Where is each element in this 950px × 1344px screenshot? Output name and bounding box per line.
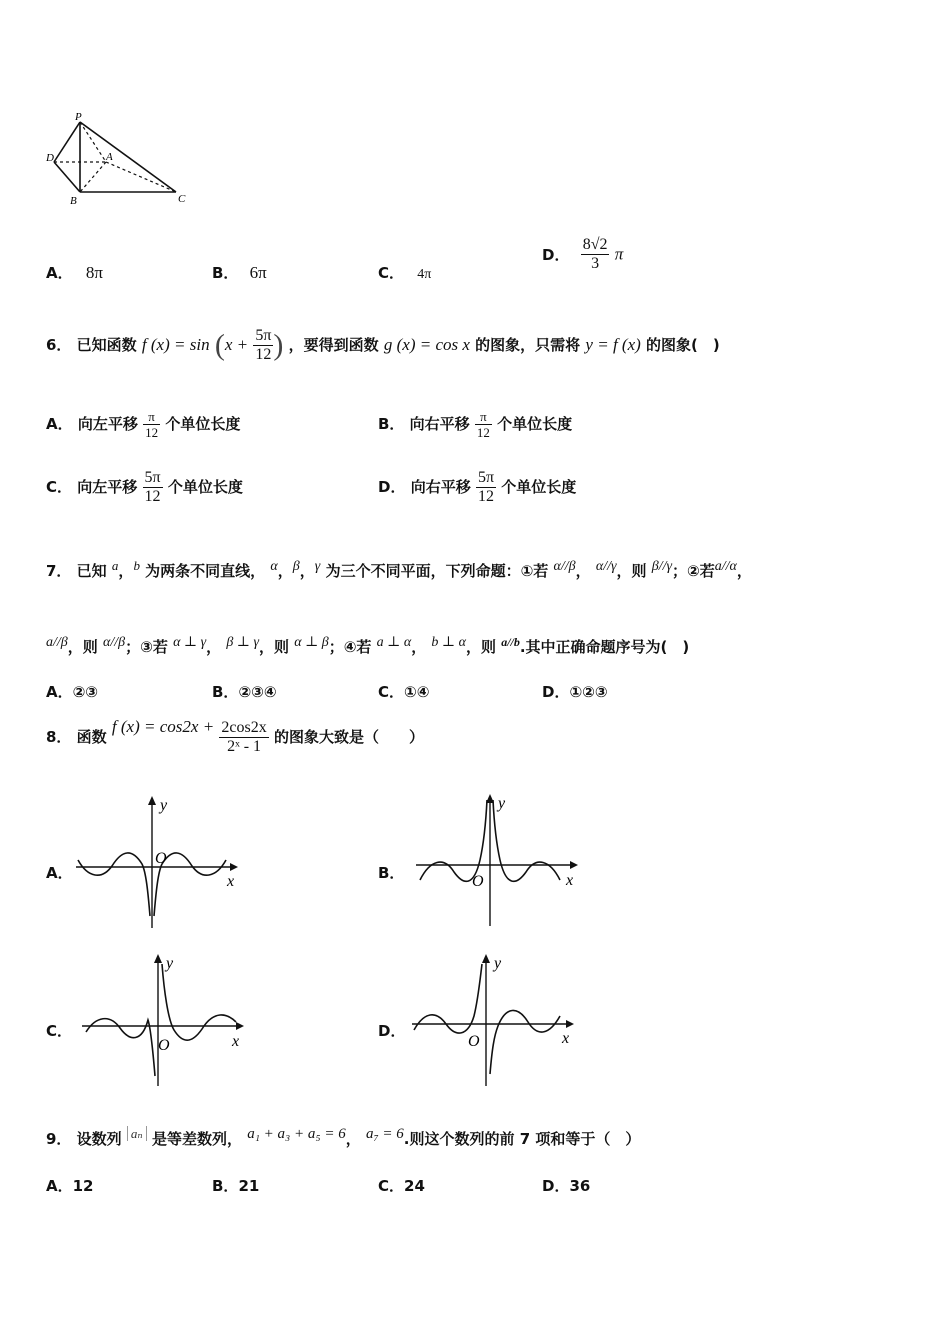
q7-option-c[interactable]: C．①④	[378, 683, 430, 701]
q6-option-b[interactable]: B． 向右平移 $\frac{\pi}{12}$ 个单位长度	[378, 409, 573, 440]
q7-option-d[interactable]: D．①②③	[542, 683, 608, 701]
q5-option-b[interactable]: B． 6π	[212, 263, 267, 282]
q8-stem: 8． 函数 f (x) = cos2x + $\frac{2\cos 2x}{\text{2ˣ - 1}}$ 的图象大致是（ ）	[46, 717, 424, 755]
origin-label: O	[472, 873, 484, 890]
q7-option-a[interactable]: A．②③	[46, 683, 99, 701]
q9-option-d[interactable]: D．36	[542, 1177, 591, 1195]
q9-option-a[interactable]: A．12	[46, 1177, 94, 1195]
axis-y-label: y	[166, 955, 174, 972]
q9-stem: 9． 设数列 $^{a_n}$ 是等差数列， $^{a_1 + a_3 + a_5 = 6}$， $^{a_7 = 6}$.则这个数列的前 7 项和等于（ ）	[46, 1126, 641, 1148]
axis-y-label: y	[498, 795, 506, 812]
q9-option-c[interactable]: C．24	[378, 1177, 425, 1195]
q6-option-d[interactable]: D． 向右平移 $\frac{5\pi}{12}$ 个单位长度	[378, 469, 577, 505]
origin-label: O	[468, 1033, 480, 1050]
q8-option-a-label[interactable]: A．	[46, 864, 73, 882]
label-C: C	[178, 193, 186, 205]
q8-graph-c[interactable]	[76, 950, 256, 1090]
q5-option-a[interactable]: A． 8π	[46, 263, 103, 282]
axis-y-label: y	[494, 955, 502, 972]
q6-option-a[interactable]: A． 向左平移 $\frac{\pi}{12}$ 个单位长度	[46, 409, 241, 440]
q8-graph-d[interactable]	[406, 950, 586, 1090]
origin-label: O	[158, 1037, 170, 1054]
axis-y-label: y	[160, 797, 168, 814]
label-B: B	[70, 195, 77, 207]
q5-option-d[interactable]: D． $\frac{8√2}{3}$ π	[542, 236, 624, 272]
q8-option-b-label[interactable]: B．	[378, 864, 405, 882]
q7-option-b[interactable]: B．②③④	[212, 683, 277, 701]
q8-graph-b[interactable]	[410, 790, 590, 930]
q8-graph-a[interactable]	[70, 792, 250, 932]
q8-option-c-label[interactable]: C．	[46, 1022, 73, 1040]
label-P: P	[75, 111, 82, 123]
label-A: A	[106, 151, 113, 163]
axis-x-label: x	[566, 872, 574, 889]
q6-option-c[interactable]: C． 向左平移 $\frac{5\pi}{12}$ 个单位长度	[46, 469, 243, 505]
axis-x-label: x	[227, 873, 235, 890]
q9-option-b[interactable]: B．21	[212, 1177, 260, 1195]
pyramid-figure	[44, 108, 204, 208]
label-D: D	[46, 152, 54, 164]
q5-option-c[interactable]: C． 4π	[378, 264, 432, 282]
axis-x-label: x	[562, 1030, 570, 1047]
q6-stem: 6． 已知函数 f (x) = sin (x + $\frac{5\pi}{12}$ ) ，要得到函数 g (x) = cos x 的图象，只需将 y = f (x) 的图象( )	[46, 327, 720, 363]
axis-x-label: x	[232, 1033, 240, 1050]
q7-stem-line2: $^{a//\beta}$，则 $^{\alpha//\beta}$；③若 $^{\alpha \perp \gamma}$， $^{\beta \perp \gamma}$，则 $^{\alpha \perp \beta}$；④若 $^{a \perp \alpha}$， $^{b \perp \alpha}$，则 $^{a//b}$.其中正确命题序号为( )	[46, 635, 690, 656]
origin-label: O	[155, 850, 167, 867]
q7-stem-line1: 7． 已知 $^a$，$^b$ 为两条不同直线， $^\alpha$，$^\beta$，$^\gamma$ 为三个不同平面，下列命题：①若 $^{\alpha//\beta}$， $^{\alpha//\gamma}$，则 $^{\beta//\gamma}$；②若$^{a//\alpha}$，	[46, 558, 752, 580]
q8-option-d-label[interactable]: D．	[378, 1022, 406, 1040]
